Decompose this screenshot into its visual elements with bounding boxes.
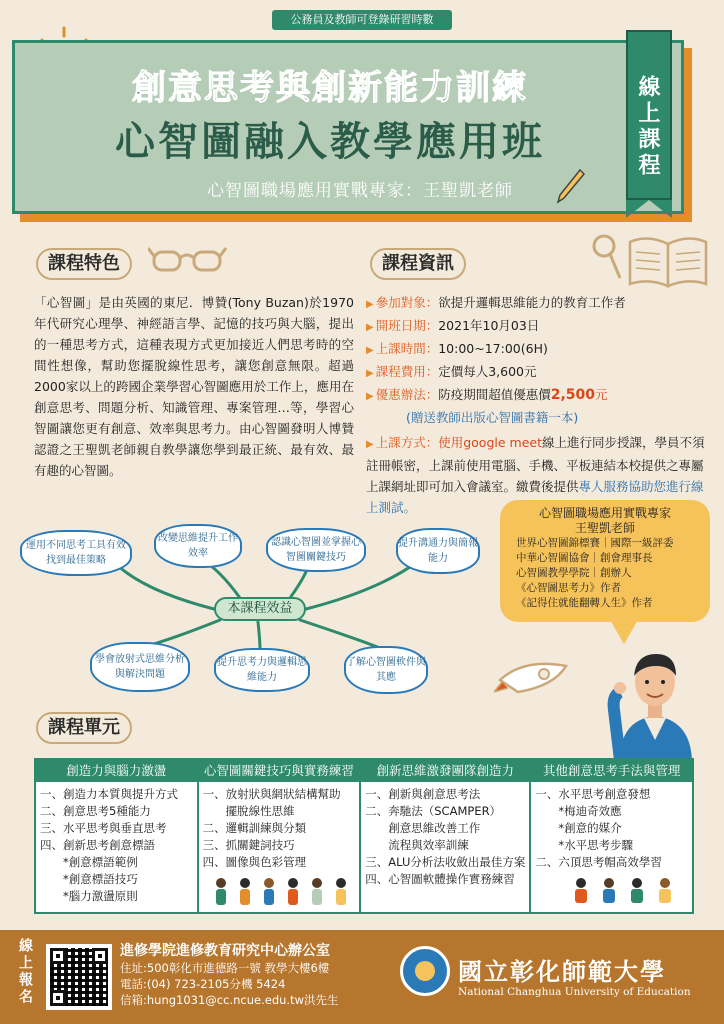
unit-item: *腦力激盪原則 (40, 889, 138, 903)
unit-item: 二、奔馳法（SCAMPER） (365, 804, 502, 818)
university-name: 國立彰化師範大學 (458, 957, 666, 986)
unit-header: 其他創意思考手法與管理 (531, 760, 692, 782)
info-method-key: ▶ 上課方式： (366, 435, 438, 450)
course-info-list (366, 292, 706, 518)
register-tag: 線上報名 (17, 938, 33, 1006)
teacher-title: 心智圖職場應用實戰專家 (538, 506, 671, 520)
mindmap-node-4: 提升溝通力與簡報能力 (396, 528, 480, 574)
address: 住址:500彰化市進德路一號 教學大樓6樓 (120, 961, 330, 975)
pencil-icon (556, 168, 586, 204)
mindmap-node-1: 運用不同思考工具有效找到最佳策略 (20, 530, 132, 576)
discount-price: 2,500 (550, 387, 596, 403)
unit-header: 心智圖關鍵技巧與實務練習 (199, 760, 360, 782)
mindmap-node-3: 認識心智圖並掌握心智圖關鍵技巧 (266, 528, 366, 572)
info-target-key: ▶ 參加對象： (366, 292, 438, 315)
rocket-icon (494, 652, 574, 702)
info-date-val: 2021年10月03日 (438, 318, 540, 333)
people-illustration (205, 875, 355, 911)
teacher-avatar (600, 630, 710, 760)
teacher-bubble (500, 500, 710, 622)
info-fee-val: 定價每人3,600元 (438, 364, 537, 379)
info-method-val-1: 使用google meet (438, 435, 542, 450)
teacher-credential: 心智圖教學學院｜創辦人 (516, 567, 632, 579)
unit-item: 三、水平思考與垂直思考 (40, 821, 167, 835)
features-text: 「心智圖」是由英國的東尼．博贊(Tony Buzan)於1970年代研究心理學、神經語言學、記憶的技巧與大腦，提出的一種思考方式，這種表現方式更加接近人們思考時的空間性想像，幫助您擺脫線性思考，讓您創意無限。超過2000家以上的跨國企業學習心智圖應用於工作上，應用在創意思考、問題分析、知識管理、專案管理…等，學習心智圖讓您更有創意、效率與思考力。由心智圖發明人博贊認證之王聖凱老師親自教學讓您學到最正統、最有效、最有趣的心智圖。 (34, 295, 354, 478)
unit-item: *創意標語範例 (40, 855, 138, 869)
office-name: 進修學院進修教育研究中心辦公室 (120, 943, 330, 959)
qr-pattern (50, 948, 108, 1006)
unit-item: *創意標語技巧 (40, 872, 138, 886)
mindmap-node-5: 學會放射式思維分析與解決問題 (90, 642, 190, 692)
unit-item: 創意思維改善工作 (365, 821, 481, 835)
group-illustration (561, 875, 681, 905)
info-discount (366, 384, 706, 407)
unit-item: 擺脫線性思維 (202, 804, 295, 818)
mindmap-center: 本課程效益 (214, 597, 306, 621)
units-badge: 課程單元 (36, 712, 132, 744)
units-table (34, 758, 694, 914)
unit-item: 四、圖像與色彩管理 (202, 855, 307, 869)
info-discount-val: 防疫期間超值優惠價 (438, 387, 551, 402)
unit-item: 二、邏輯訓練與分類 (202, 821, 307, 835)
unit-column (361, 760, 529, 912)
glasses-icon (148, 242, 228, 278)
university-logo (400, 946, 450, 996)
title-line2: 心智圖融入教學應用班 (115, 119, 545, 165)
info-target-val: 欲提升邏輯思維能力的教育工作者 (438, 295, 626, 310)
info-fee (366, 361, 706, 384)
unit-item: 三、ALU分析法收斂出最佳方案 (365, 855, 526, 869)
unit-item: 四、心智圖軟體操作實務練習 (365, 872, 515, 886)
qr-corner (50, 948, 66, 964)
unit-item: 一、創造力本質與提升方式 (40, 787, 178, 801)
contact-info (120, 942, 400, 1008)
info-discount-gift: (贈送教師出版心智圖書籍一本) (406, 410, 579, 425)
unit-header: 創新思維激發團隊創造力 (361, 760, 529, 782)
info-date-key: ▶ 開班日期： (366, 315, 438, 338)
phone: 電話:(04) 723-2105分機 5424 (120, 977, 286, 991)
features-badge: 課程特色 (36, 248, 132, 280)
info-method-val-2: 線上進行同步授課，學員不須註冊帳密，上課前使用電腦、手機、平板連結本校提供之專屬上課網址即可加入會議室。繳費後提供 (366, 435, 705, 494)
university-name-en: National Changhua University of Education (458, 986, 691, 998)
qr-corner (50, 990, 66, 1006)
info-time-val: 10:00~17:00(6H) (438, 341, 548, 356)
teacher-credential: 世界心智圖錦標賽｜國際一級評委 (516, 537, 674, 549)
title-line1: 創意思考與創新能力訓練 (132, 68, 528, 108)
unit-column (36, 760, 197, 912)
unit-item: 二、六頂思考帽高效學習 (535, 855, 662, 869)
info-time-key: ▶ 上課時間： (366, 338, 438, 361)
unit-item: 一、放射狀與網狀結構幫助 (202, 787, 341, 801)
discount-unit: 元 (595, 387, 608, 402)
info-date (366, 315, 706, 338)
unit-item: 一、水平思考創意發想 (535, 787, 651, 801)
teacher-name: 王聖凱老師 (574, 521, 635, 535)
mindmap-node-2: 改變思維提升工作效率 (154, 524, 242, 568)
unit-item: 二、創意思考5種能力 (40, 804, 151, 818)
book-icon (626, 234, 710, 292)
online-course-tag: 線上課程 (626, 30, 672, 200)
top-note: 公務員及教師可登錄研習時數 (272, 10, 452, 30)
unit-item: 三、抓關鍵詞技巧 (202, 838, 295, 852)
info-discount-key: ▶ 優惠辦法： (366, 384, 438, 407)
info-time (366, 338, 706, 361)
teacher-credential: 《心智圖思考力》作者 (516, 582, 621, 594)
unit-header: 創造力與腦力激盪 (36, 760, 197, 782)
info-method-val-3: 專人服務協助您進行線上測試。 (366, 479, 704, 515)
unit-column (531, 760, 692, 912)
info-target (366, 292, 706, 315)
email[interactable]: 信箱:hung1031@cc.ncue.edu.tw洪先生 (120, 993, 339, 1007)
unit-item: *梅迪奇效應 (535, 804, 622, 818)
mindmap-node-7: 了解心智圖軟件與其應 (344, 646, 428, 694)
info-fee-key: ▶ 課程費用： (366, 361, 438, 384)
teacher-credential: 中華心智圖協會｜創會理事長 (516, 552, 653, 564)
magnifier-icon (588, 232, 624, 282)
mindmap-node-6: 提升思考力與邏輯思維能力 (214, 648, 310, 692)
unit-item: 四、創新思考創意標語 (40, 838, 155, 852)
teacher-credential: 《記得住就能翻轉人生》作者 (516, 597, 653, 609)
qr-code[interactable] (46, 944, 112, 1010)
unit-item: 流程與效率訓練 (365, 838, 469, 852)
unit-column (199, 760, 360, 912)
unit-item: 一、創新與創意思考法 (365, 787, 481, 801)
unit-item: *創意的媒介 (535, 821, 622, 835)
info-badge: 課程資訊 (370, 248, 466, 280)
qr-corner (92, 948, 108, 964)
unit-item: *水平思考步驟 (535, 838, 634, 852)
subtitle: 心智圖職場應用實戰專家：王聖凱老師 (207, 181, 513, 201)
